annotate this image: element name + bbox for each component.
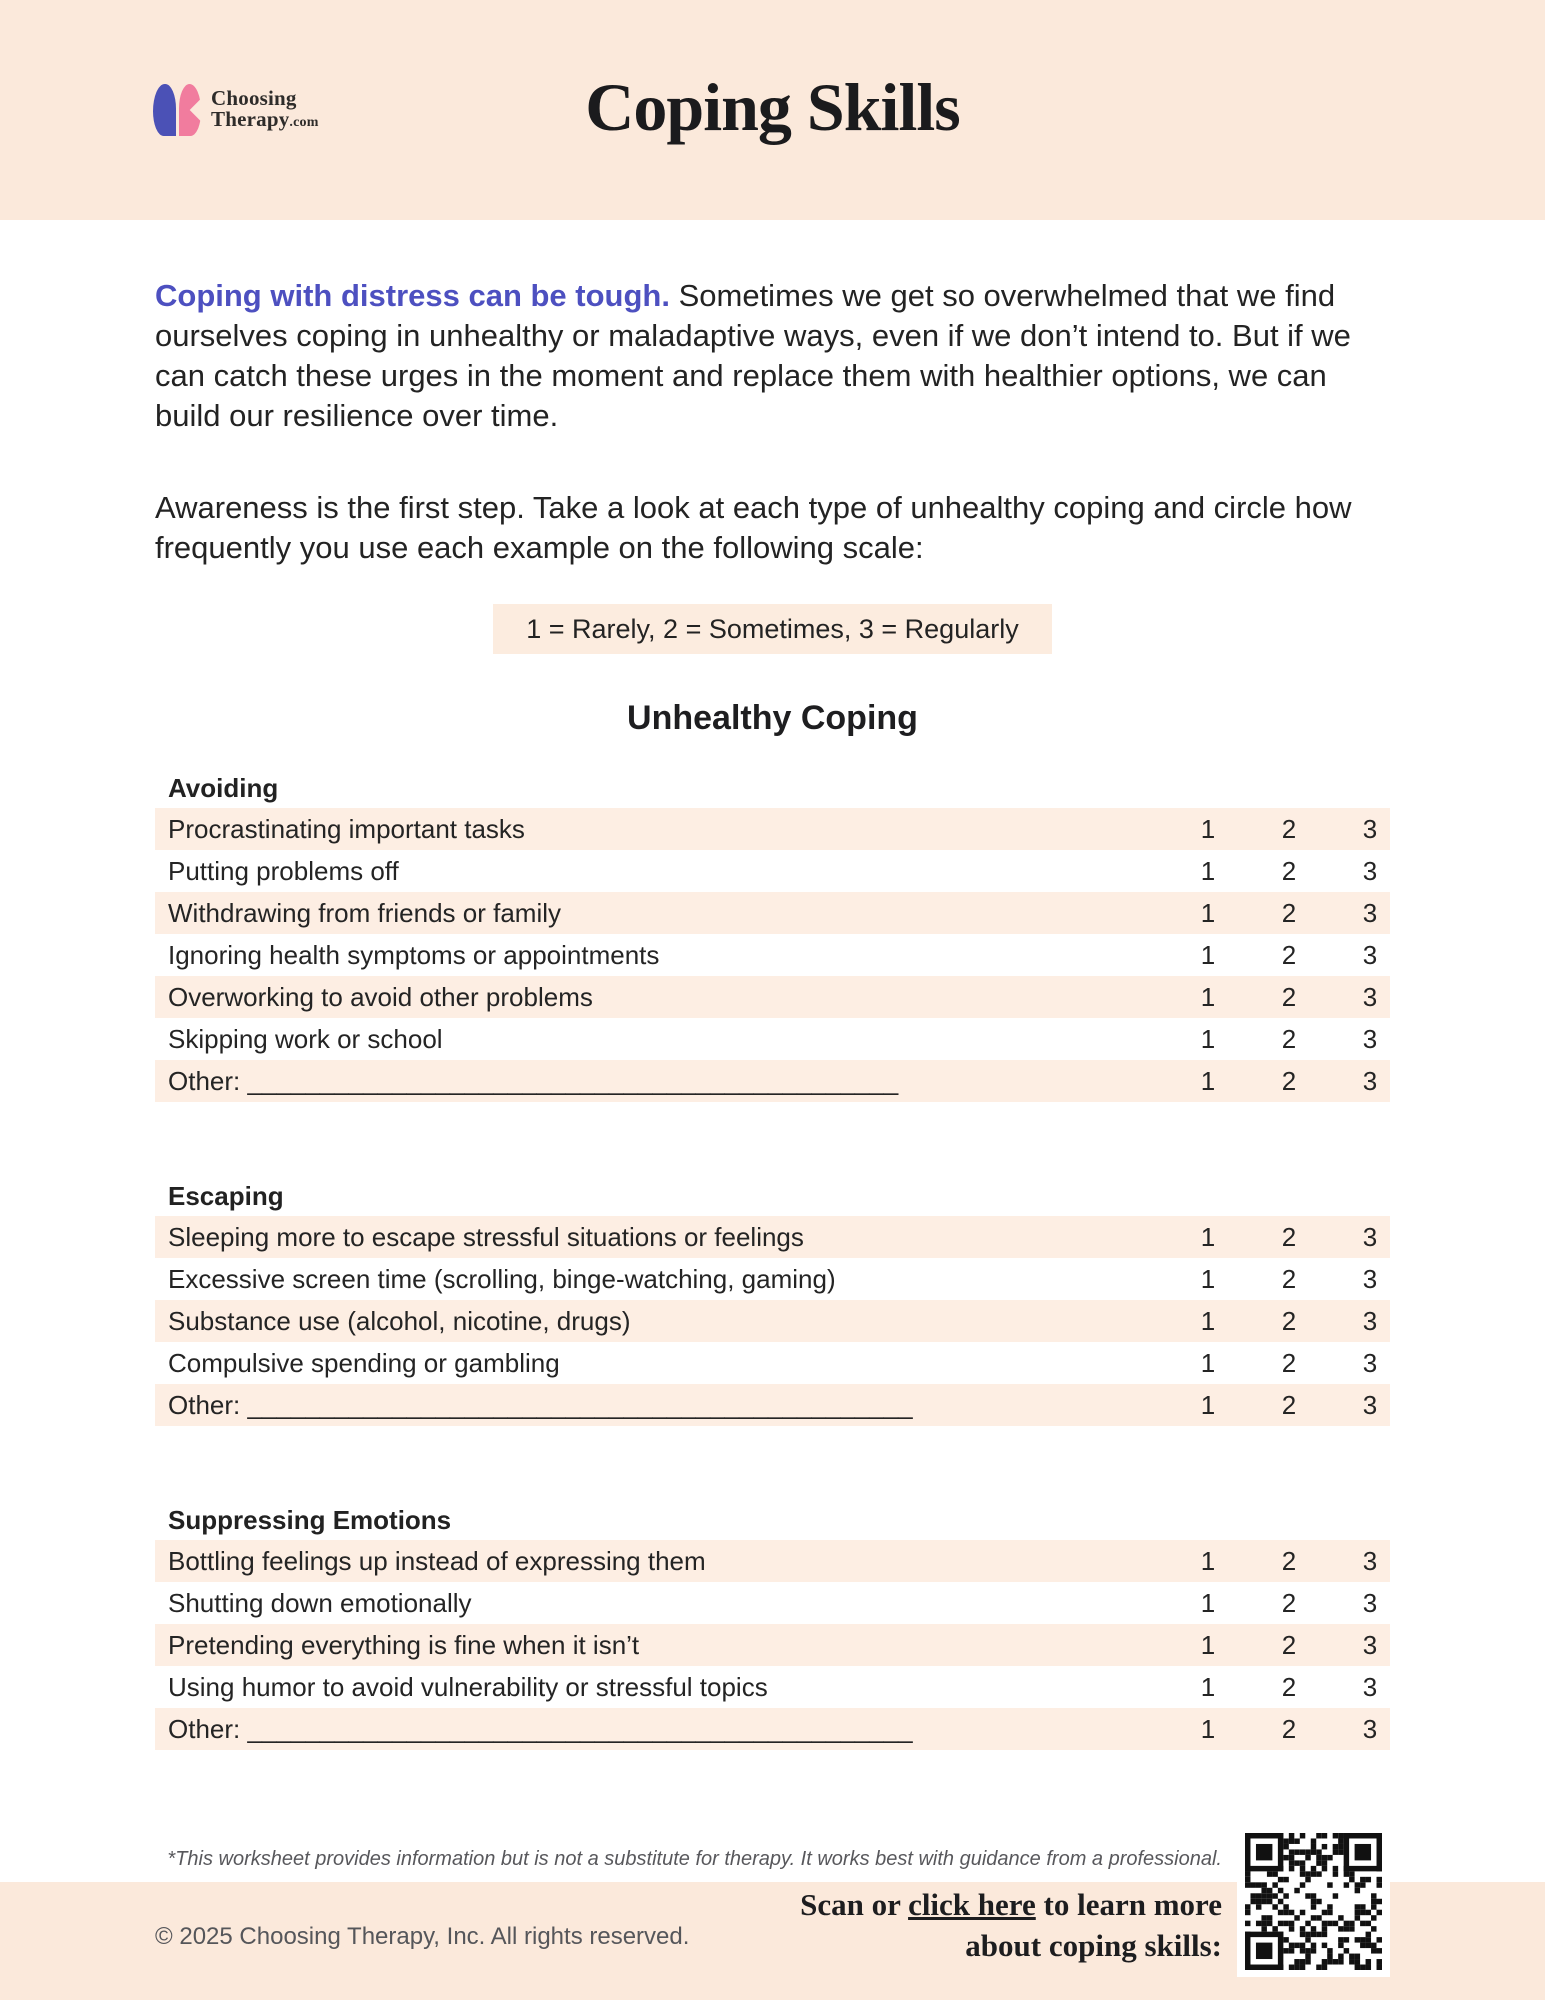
disclaimer-text: *This worksheet provides information but is not a substitute for therapy. It works best with guidance from a professional. xyxy=(167,1848,1222,1870)
scale-wrapper xyxy=(155,604,1390,654)
table-row xyxy=(155,1708,1390,1750)
rating-option-1[interactable]: 1 xyxy=(1200,1629,1216,1660)
rating-option-2[interactable]: 2 xyxy=(1281,1629,1297,1660)
table-row xyxy=(155,1540,1390,1582)
rating-option-2[interactable]: 2 xyxy=(1281,813,1297,844)
rating-option-3[interactable]: 3 xyxy=(1362,1389,1378,1420)
content xyxy=(155,220,1390,1750)
rating-option-3[interactable]: 3 xyxy=(1362,1065,1378,1096)
brand-line1: Choosing xyxy=(211,85,297,110)
copyright-text: © 2025 Choosing Therapy, Inc. All rights reserved. xyxy=(155,1923,690,1950)
section-heading: Avoiding xyxy=(168,773,279,803)
rating-option-3[interactable]: 3 xyxy=(1362,1587,1378,1618)
rating-option-1[interactable]: 1 xyxy=(1200,1305,1216,1336)
coping-item-label: Excessive screen time (scrolling, binge-watching, gaming) xyxy=(168,1263,836,1294)
rating-option-2[interactable]: 2 xyxy=(1281,1305,1297,1336)
table-row xyxy=(155,1624,1390,1666)
rating-option-1[interactable]: 1 xyxy=(1200,1347,1216,1378)
brand-line2: Therapy.com xyxy=(211,106,319,131)
section-rows xyxy=(155,1540,1390,1750)
coping-item-label: Substance use (alcohol, nicotine, drugs) xyxy=(168,1305,631,1336)
coping-item-label: Pretending everything is fine when it isn’t xyxy=(168,1629,640,1660)
coping-item-label: Other: ______________________________________________ xyxy=(168,1389,913,1420)
table-row xyxy=(155,1384,1390,1426)
qr-code[interactable] xyxy=(1237,1825,1390,1977)
table-row xyxy=(155,1018,1390,1060)
rating-option-3[interactable]: 3 xyxy=(1362,1305,1378,1336)
rating-option-3[interactable]: 3 xyxy=(1362,1221,1378,1252)
table-row xyxy=(155,1582,1390,1624)
worksheet-section-title: Unhealthy Coping xyxy=(627,699,918,737)
rating-option-1[interactable]: 1 xyxy=(1200,1023,1216,1054)
click-here-link[interactable]: click here xyxy=(908,1887,1036,1922)
coping-item-label: Procrastinating important tasks xyxy=(168,813,525,844)
coping-item-label: Ignoring health symptoms or appointments xyxy=(168,939,660,970)
rating-option-3[interactable]: 3 xyxy=(1362,1347,1378,1378)
section-rows xyxy=(155,1216,1390,1426)
table-row xyxy=(155,1342,1390,1384)
rating-option-1[interactable]: 1 xyxy=(1200,855,1216,886)
table-row xyxy=(155,1300,1390,1342)
coping-section xyxy=(155,740,1390,1102)
table-row xyxy=(155,808,1390,850)
rating-option-3[interactable]: 3 xyxy=(1362,813,1378,844)
coping-item-label: Other: _____________________________________________ xyxy=(168,1065,899,1096)
page-title: Coping Skills xyxy=(585,69,960,145)
rating-option-3[interactable]: 3 xyxy=(1362,855,1378,886)
section-rows xyxy=(155,808,1390,1102)
coping-section xyxy=(155,1148,1390,1426)
header xyxy=(0,0,1545,220)
coping-item-label: Compulsive spending or gambling xyxy=(168,1347,560,1378)
rating-option-2[interactable]: 2 xyxy=(1281,1545,1297,1576)
rating-option-1[interactable]: 1 xyxy=(1200,1065,1216,1096)
rating-option-1[interactable]: 1 xyxy=(1200,939,1216,970)
intro-body-text: Sometimes we get so overwhelmed that we find ourselves coping in unhealthy or maladaptive ways, even if we don’t intend to. But if we can catch these urges in the moment and replace them with healthier options, we can build our resilience over time. xyxy=(155,278,1351,433)
rating-option-2[interactable]: 2 xyxy=(1281,1263,1297,1294)
rating-option-3[interactable]: 3 xyxy=(1362,981,1378,1012)
table-row xyxy=(155,892,1390,934)
intro-lead-sentence: Coping with distress can be tough. xyxy=(155,278,670,313)
rating-option-1[interactable]: 1 xyxy=(1200,813,1216,844)
scan-cta-line1: Scan or click here to learn more xyxy=(800,1887,1222,1922)
rating-option-2[interactable]: 2 xyxy=(1281,897,1297,928)
rating-option-1[interactable]: 1 xyxy=(1200,1545,1216,1576)
table-row xyxy=(155,934,1390,976)
rating-option-3[interactable]: 3 xyxy=(1362,897,1378,928)
rating-option-3[interactable]: 3 xyxy=(1362,1023,1378,1054)
coping-item-label: Withdrawing from friends or family xyxy=(168,897,561,928)
rating-scale-legend: 1 = Rarely, 2 = Sometimes, 3 = Regularly xyxy=(493,604,1051,654)
qr-code-image xyxy=(1245,1833,1382,1970)
coping-item-label: Skipping work or school xyxy=(168,1023,443,1054)
rating-option-1[interactable]: 1 xyxy=(1200,1587,1216,1618)
coping-item-label: Putting problems off xyxy=(168,855,399,886)
table-row xyxy=(155,1060,1390,1102)
rating-option-2[interactable]: 2 xyxy=(1281,1389,1297,1420)
rating-option-2[interactable]: 2 xyxy=(1281,939,1297,970)
scan-cta-line2: about coping skills: xyxy=(965,1928,1222,1963)
section-heading: Escaping xyxy=(168,1181,284,1211)
rating-option-1[interactable]: 1 xyxy=(1200,981,1216,1012)
table-row xyxy=(155,850,1390,892)
rating-option-2[interactable]: 2 xyxy=(1281,981,1297,1012)
coping-item-label: Bottling feelings up instead of expressing them xyxy=(168,1545,706,1576)
coping-sections xyxy=(155,740,1390,1750)
coping-item-label: Using humor to avoid vulnerability or stressful topics xyxy=(168,1671,768,1702)
rating-option-3[interactable]: 3 xyxy=(1362,1671,1378,1702)
coping-item-label: Other: ______________________________________________ xyxy=(168,1713,913,1744)
rating-option-2[interactable]: 2 xyxy=(1281,855,1297,886)
coping-item-label: Overworking to avoid other problems xyxy=(168,981,593,1012)
table-row xyxy=(155,976,1390,1018)
coping-item-label: Sleeping more to escape stressful situations or feelings xyxy=(168,1221,804,1252)
brand-suffix: .com xyxy=(289,114,319,130)
scan-cta xyxy=(800,1884,1222,1966)
rating-option-1[interactable]: 1 xyxy=(1200,897,1216,928)
rating-option-2[interactable]: 2 xyxy=(1281,1065,1297,1096)
rating-option-2[interactable]: 2 xyxy=(1281,1221,1297,1252)
rating-option-1[interactable]: 1 xyxy=(1200,1389,1216,1420)
rating-option-3[interactable]: 3 xyxy=(1362,939,1378,970)
rating-option-1[interactable]: 1 xyxy=(1200,1671,1216,1702)
table-row xyxy=(155,1666,1390,1708)
intro-paragraph xyxy=(155,220,1390,436)
table-row xyxy=(155,1216,1390,1258)
coping-section xyxy=(155,1472,1390,1750)
section-heading: Suppressing Emotions xyxy=(168,1505,452,1535)
rating-option-2[interactable]: 2 xyxy=(1281,1023,1297,1054)
rating-option-1[interactable]: 1 xyxy=(1200,1221,1216,1252)
rating-option-2[interactable]: 2 xyxy=(1281,1587,1297,1618)
coping-item-label: Shutting down emotionally xyxy=(168,1587,472,1618)
instructions-paragraph: Awareness is the first step. Take a look at each type of unhealthy coping and circle how frequently you use each example on the following scale: xyxy=(155,490,1352,565)
rating-option-3[interactable]: 3 xyxy=(1362,1629,1378,1660)
rating-option-2[interactable]: 2 xyxy=(1281,1347,1297,1378)
rating-option-3[interactable]: 3 xyxy=(1362,1545,1378,1576)
rating-option-3[interactable]: 3 xyxy=(1362,1713,1378,1744)
table-row xyxy=(155,1258,1390,1300)
rating-option-3[interactable]: 3 xyxy=(1362,1263,1378,1294)
rating-option-2[interactable]: 2 xyxy=(1281,1713,1297,1744)
rating-option-2[interactable]: 2 xyxy=(1281,1671,1297,1702)
rating-option-1[interactable]: 1 xyxy=(1200,1263,1216,1294)
rating-option-1[interactable]: 1 xyxy=(1200,1713,1216,1744)
